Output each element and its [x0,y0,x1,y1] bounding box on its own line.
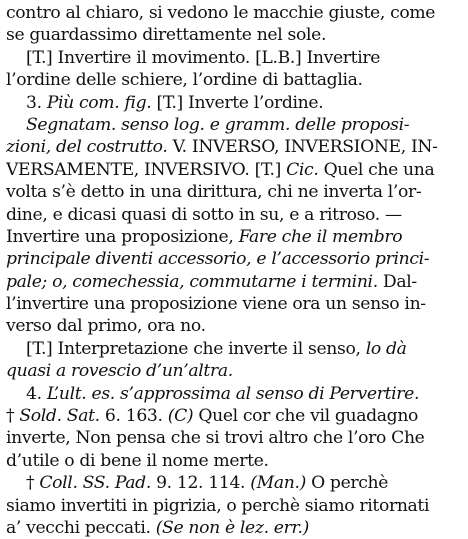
italic-text-segment: Sold. Sat. [19,406,100,427]
text-line [6,405,462,427]
text-segment: Dal- [377,271,417,292]
text-segment: Invertire una proposizione, [6,226,239,247]
italic-text-segment: principale diventi accessorio, e l’accessorio princi- [6,249,430,270]
text-segment: 6. 163. [99,406,168,427]
text-line [6,136,462,158]
text-line [6,204,462,226]
text-segment: verso dal primo, ora no. [6,316,206,337]
italic-text-segment: Segnatam. senso log. e gramm. delle proposi- [26,114,410,135]
text-segment: 3. [26,92,47,113]
text-segment: dine, e dicasi quasi di sotto in su, e a ritroso. — [6,204,402,225]
text-line [6,383,462,405]
text-segment: a’ vecchi peccati. [6,517,156,538]
italic-text-segment: (C) [167,406,194,427]
text-line [6,338,462,360]
italic-text-segment: Cic. [286,159,319,180]
text-segment: siamo invertiti in pigrizia, o perchè siamo ritornati [6,495,430,516]
text-line [6,226,462,248]
text-line [6,427,462,449]
text-line [6,315,462,337]
text-segment: 4. [26,383,47,404]
text-segment: O perchè [305,473,389,494]
text-line [6,293,462,315]
text-segment: d’utile o di bene il nome merte. [6,450,269,471]
text-segment: [T.] Inverte l’ordine. [151,92,324,113]
text-line [6,159,462,181]
italic-text-segment: Coll. SS. Pad. [39,473,151,494]
text-segment: [T.] Invertire il movimento. [L.B.] Invertire [26,47,381,68]
italic-text-segment: quasi a rovescio d’un’altra. [6,361,233,382]
text-segment: Quel che una [318,159,435,180]
text-line [6,495,462,517]
italic-text-segment: lo dà [365,338,407,359]
text-line [6,47,462,69]
text-segment: † [6,406,20,427]
italic-text-segment: pale; o, comechessia, commutarne i termini. [6,271,378,292]
text-line [6,181,462,203]
text-line [6,360,462,382]
text-line [6,271,462,293]
text-segment: volta s’è detto in una dirittura, chi ne inverta l’or- [6,182,422,203]
italic-text-segment: Fare che il membro [238,226,403,247]
text-line [6,450,462,472]
text-line [6,24,462,46]
text-segment: l’invertire una proposizione viene ora un senso in- [6,294,426,315]
text-segment: se guardassimo direttamente nel sole. [6,25,327,46]
text-segment: l’ordine delle schiere, l’ordine di battaglia. [6,70,363,91]
text-segment: contro al chiaro, si vedono le macchie giuste, come [6,3,436,23]
text-segment: V. INVERSO, INVERSIONE, IN- [167,137,438,158]
italic-text-segment: L’ult. es. s’approssima al senso di Pervertire. [46,383,420,404]
text-line [6,114,462,136]
italic-text-segment: (Man.) [250,473,306,494]
text-segment: VERSAMENTE, INVERSIVO. [T.] [6,159,287,180]
text-line [6,2,462,24]
text-segment: [T.] Interpretazione che inverte il senso, [26,338,366,359]
text-line [6,517,462,539]
text-line [6,472,462,494]
text-segment: inverte, Non pensa che si trovi altro che l’oro Che [6,428,425,449]
text-line [6,248,462,270]
entry-text-body [6,2,462,539]
italic-text-segment: zioni, del costrutto. [6,137,168,158]
text-line [6,69,462,91]
italic-text-segment: Più com. fig. [46,92,152,113]
text-segment: 9. 12. 114. [150,473,251,494]
text-line [6,92,462,114]
italic-text-segment: (Se non è lez. err.) [155,517,309,538]
text-segment: Quel cor che vil guadagno [193,406,419,427]
text-segment: † [26,473,40,494]
